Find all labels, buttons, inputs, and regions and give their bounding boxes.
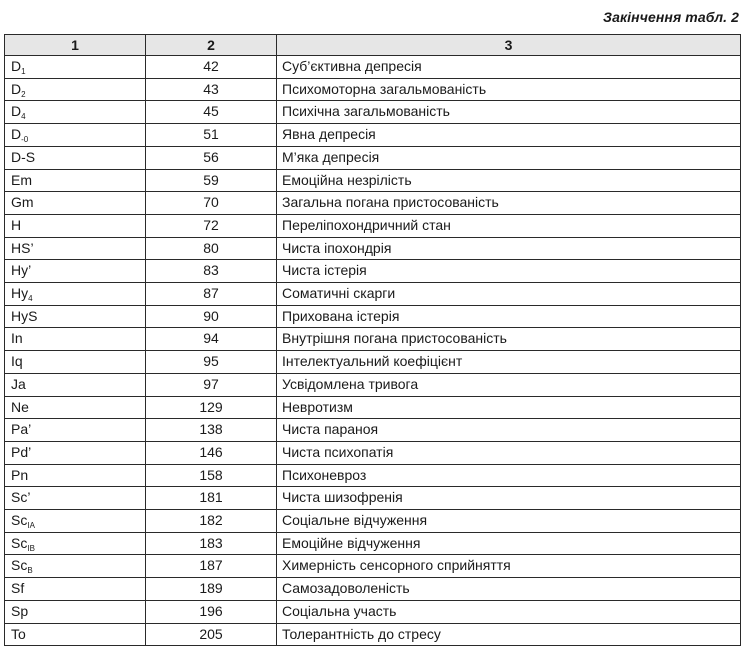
scale-code: Iq <box>11 353 23 370</box>
scale-number-cell: 196 <box>146 600 277 623</box>
scale-code: Sc <box>11 557 28 574</box>
scale-code-cell <box>5 192 146 215</box>
scale-description-cell: Чиста істерія <box>277 260 741 283</box>
table-header <box>5 35 741 56</box>
scale-description-cell: Інтелектуальний коефіцієнт <box>277 351 741 374</box>
table-row <box>5 510 741 533</box>
scale-code: Ja <box>11 375 26 392</box>
scale-code-cell <box>5 146 146 169</box>
scale-number-cell: 205 <box>146 623 277 646</box>
scale-number-cell: 146 <box>146 441 277 464</box>
scale-code-cell <box>5 214 146 237</box>
scale-code: Ne <box>11 398 29 415</box>
scale-code: Pn <box>11 466 29 483</box>
scale-description-cell: Переліпохондричний стан <box>277 214 741 237</box>
scale-code-cell <box>5 101 146 124</box>
scale-code: Sf <box>11 580 25 597</box>
scale-description-cell: Психічна загальмованість <box>277 101 741 124</box>
scale-description-cell: Внутрішня погана пристосованість <box>277 328 741 351</box>
table-row <box>5 237 741 260</box>
table-row <box>5 396 741 419</box>
scale-description-cell: Соціальна участь <box>277 600 741 623</box>
table-row <box>5 146 741 169</box>
table-row <box>5 214 741 237</box>
scale-description-cell: Чиста психопатія <box>277 441 741 464</box>
scale-code-cell <box>5 373 146 396</box>
scale-description-cell: Явна депресія <box>277 124 741 147</box>
scale-code: HyS <box>11 307 38 324</box>
scale-code-subscript: IB <box>27 543 35 553</box>
scale-description-cell: Невротизм <box>277 396 741 419</box>
scale-number-cell: 42 <box>146 56 277 79</box>
scale-description-cell: Химерність сенсорного сприйняття <box>277 555 741 578</box>
scale-code: Sc <box>11 534 28 551</box>
column-header-3: 3 <box>277 35 741 56</box>
table-row <box>5 555 741 578</box>
scale-number-cell: 189 <box>146 578 277 601</box>
scale-description-cell: Соматичні скарги <box>277 283 741 306</box>
scale-code-subscript: -0 <box>21 135 29 145</box>
scale-description-cell: Психомоторна загальмованість <box>277 78 741 101</box>
table-row <box>5 192 741 215</box>
table-row <box>5 373 741 396</box>
scale-description-cell: Емоційне відчуження <box>277 532 741 555</box>
scale-code-cell <box>5 351 146 374</box>
scale-number-cell: 138 <box>146 419 277 442</box>
scale-code: Em <box>11 171 32 188</box>
table-row <box>5 283 741 306</box>
scale-number-cell: 51 <box>146 124 277 147</box>
scale-code-cell <box>5 441 146 464</box>
scale-number-cell: 43 <box>146 78 277 101</box>
scale-code-cell <box>5 600 146 623</box>
scale-description-cell: Чиста іпохондрія <box>277 237 741 260</box>
scale-description-cell: Загальна погана пристосованість <box>277 192 741 215</box>
table-row <box>5 328 741 351</box>
scale-code-cell <box>5 396 146 419</box>
scale-code: D-S <box>11 148 36 165</box>
table-body <box>5 56 741 646</box>
scale-description-cell: Толерантність до стресу <box>277 623 741 646</box>
scale-code: D <box>11 103 22 120</box>
scale-code: Sc <box>11 512 28 529</box>
scale-code: Gm <box>11 194 34 211</box>
scale-number-cell: 95 <box>146 351 277 374</box>
scale-code-cell <box>5 328 146 351</box>
scale-code: D <box>11 80 22 97</box>
scale-code: Pa’ <box>11 421 32 438</box>
scale-number-cell: 182 <box>146 510 277 533</box>
scale-description-cell: М’яка депресія <box>277 146 741 169</box>
column-header-2: 2 <box>146 35 277 56</box>
scale-code: Hy’ <box>11 262 32 279</box>
scale-code: Pd’ <box>11 443 32 460</box>
table-row <box>5 351 741 374</box>
table-row <box>5 419 741 442</box>
table-row <box>5 101 741 124</box>
table-row <box>5 487 741 510</box>
scale-code: HS’ <box>11 239 34 256</box>
scale-number-cell: 90 <box>146 305 277 328</box>
scale-code-cell <box>5 464 146 487</box>
scale-number-cell: 97 <box>146 373 277 396</box>
scale-code-subscript: 2 <box>21 89 26 99</box>
table-row <box>5 578 741 601</box>
scale-code-subscript: 1 <box>21 67 26 76</box>
scale-description-cell: Самозадоволеність <box>277 578 741 601</box>
scale-code-cell <box>5 532 146 555</box>
scale-code-subscript: 4 <box>21 112 26 122</box>
scale-number-cell: 87 <box>146 283 277 306</box>
scale-code-cell <box>5 305 146 328</box>
scale-code: In <box>11 330 23 347</box>
table-row <box>5 441 741 464</box>
table-row <box>5 169 741 192</box>
scale-description-cell: Суб’єктивна депресія <box>277 56 741 79</box>
scale-code-cell <box>5 578 146 601</box>
table-row <box>5 600 741 623</box>
scale-code-cell <box>5 260 146 283</box>
scale-code-cell <box>5 56 146 79</box>
column-header-1: 1 <box>5 35 146 56</box>
table-row <box>5 623 741 646</box>
scale-number-cell: 45 <box>146 101 277 124</box>
scale-code: D <box>11 58 22 74</box>
scale-number-cell: 129 <box>146 396 277 419</box>
scale-number-cell: 187 <box>146 555 277 578</box>
scale-description-cell: Усвідомлена тривога <box>277 373 741 396</box>
scale-description-cell: Прихована істерія <box>277 305 741 328</box>
scale-code-cell <box>5 487 146 510</box>
scale-description-cell: Соціальне відчуження <box>277 510 741 533</box>
scale-description-cell: Чиста параноя <box>277 419 741 442</box>
scale-code-cell <box>5 169 146 192</box>
table-caption: Закінчення табл. 2 <box>602 9 739 25</box>
scale-code-subscript: B <box>27 566 33 576</box>
data-table <box>4 34 741 646</box>
scale-number-cell: 70 <box>146 192 277 215</box>
scale-number-cell: 94 <box>146 328 277 351</box>
scale-code-cell <box>5 623 146 646</box>
scale-number-cell: 80 <box>146 237 277 260</box>
scale-code: D <box>11 126 22 143</box>
table-row <box>5 56 741 79</box>
scale-code-cell <box>5 78 146 101</box>
scale-code-cell <box>5 510 146 533</box>
scale-number-cell: 83 <box>146 260 277 283</box>
table-row <box>5 78 741 101</box>
scale-number-cell: 181 <box>146 487 277 510</box>
table-row <box>5 532 741 555</box>
table-row <box>5 305 741 328</box>
scale-number-cell: 158 <box>146 464 277 487</box>
scale-code-subscript: IA <box>27 521 35 531</box>
scale-code-cell <box>5 237 146 260</box>
scale-code: H <box>11 216 22 233</box>
scale-code: Sp <box>11 602 29 619</box>
scale-code: To <box>11 625 26 642</box>
header-row <box>5 35 741 56</box>
scale-code: Hy <box>11 285 29 302</box>
scale-code-cell <box>5 283 146 306</box>
scale-number-cell: 183 <box>146 532 277 555</box>
scale-code-cell <box>5 419 146 442</box>
table-row <box>5 124 741 147</box>
scale-number-cell: 59 <box>146 169 277 192</box>
table-row <box>5 464 741 487</box>
scale-description-cell: Чиста шизофренія <box>277 487 741 510</box>
scale-description-cell: Емоційна незрілість <box>277 169 741 192</box>
table-row <box>5 260 741 283</box>
scale-code: Sc’ <box>11 489 31 506</box>
scale-number-cell: 72 <box>146 214 277 237</box>
scale-description-cell: Психоневроз <box>277 464 741 487</box>
scale-code-cell <box>5 555 146 578</box>
scale-code-cell <box>5 124 146 147</box>
scale-number-cell: 56 <box>146 146 277 169</box>
scale-code-subscript: 4 <box>28 294 33 304</box>
